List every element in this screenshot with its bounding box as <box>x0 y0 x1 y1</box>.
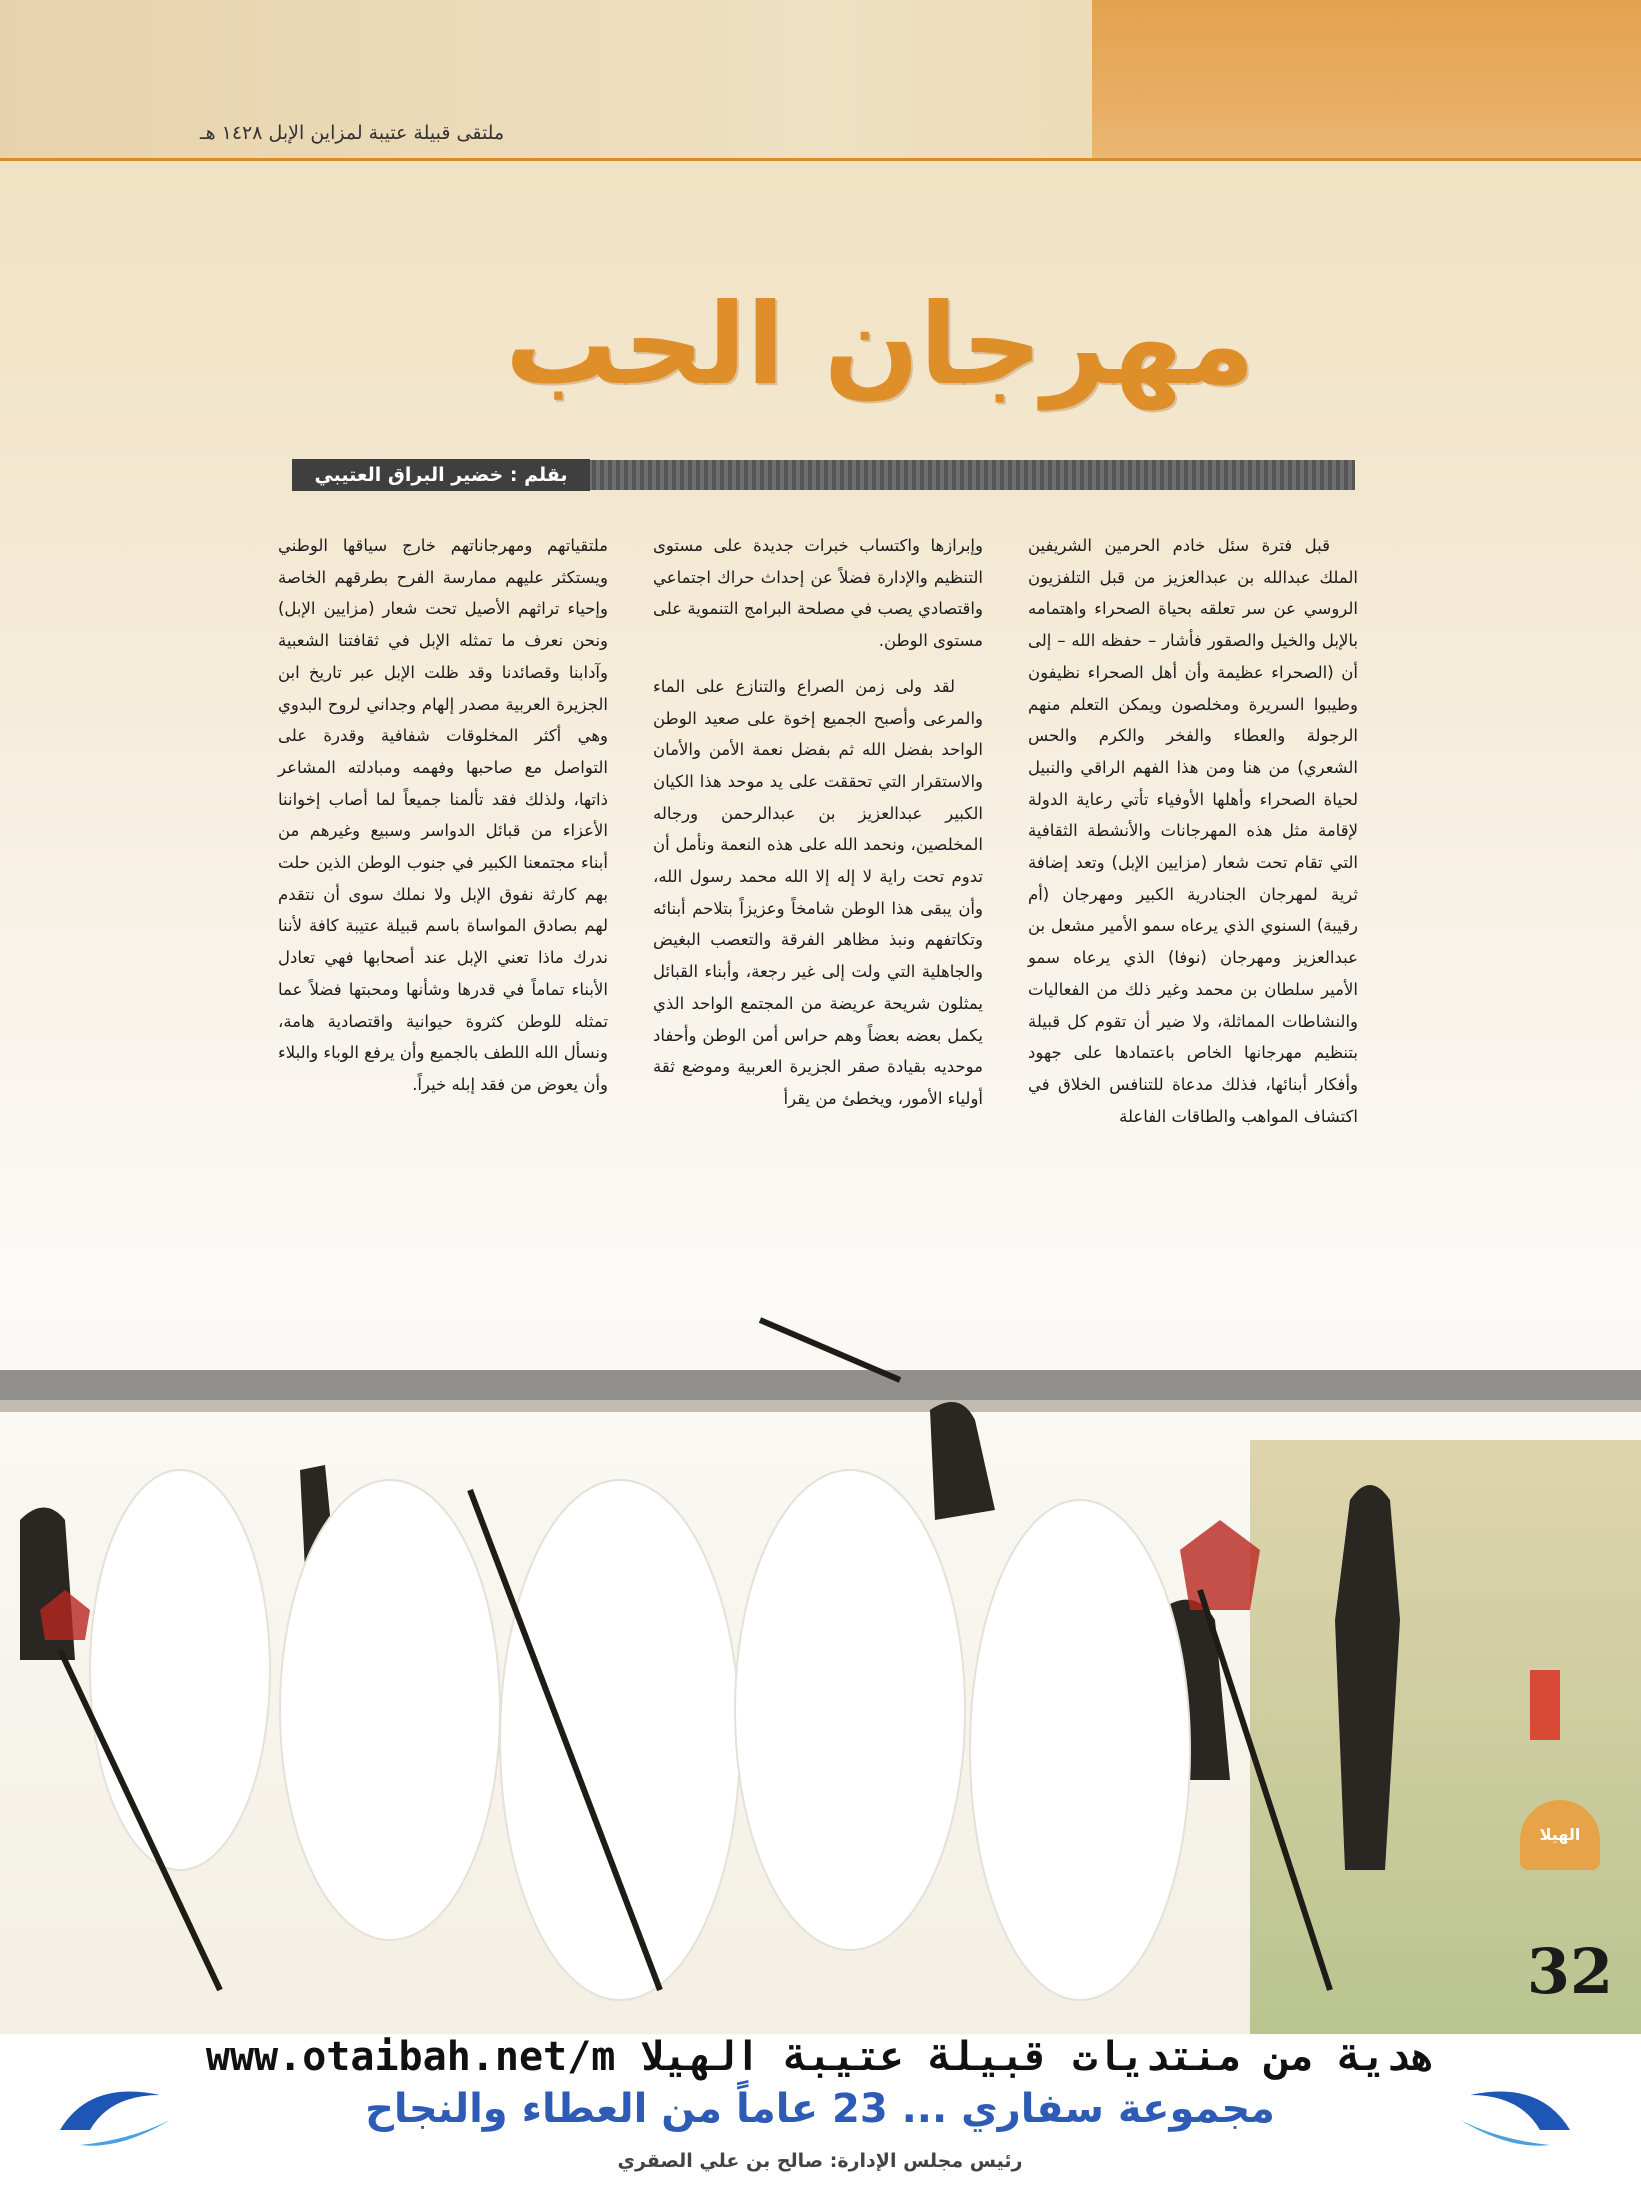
header-accent-block <box>1092 0 1641 160</box>
header-rule <box>0 158 1641 161</box>
article-paragraph: قبل فترة سئل خادم الحرمين الشريفين الملك عبدالله بن عبدالعزيز من قبل التلفزيون الروسي عن سر تعلقه بحياة الصحراء واهتمامه بالإبل والخيل والصقور فأشار – حفظه الله – إلى أن (الصحراء عظيمة وأن أهل الصحراء نظيفون وطيبوا السريرة ومخلصون ويمكن التعلم منهم الرجولة والعطاء والفخر والكرم والحس الشعري) من هنا ومن هذا الفهم الراقي والنبيل لحياة الصحراء وأهلها الأوفياء تأتي رعاية الدولة لإقامة مثل هذه المهرجانات والأنشطة الثقافية التي تقام تحت شعار (مزايين الإبل) وتعد إضافة ثرية لمهرجان الجنادرية الكبير ومهرجان (أم رقيبة) السنوي الذي يرعاه سمو الأمير مشعل بن عبدالعزيز ومهرجان (نوفا) الذي يرعاه سمو الأمير سلطان بن محمد وغير ذلك من الفعاليات والنشاطات المماثلة، ولا ضير أن تقوم كل قبيلة بتنظيم مهرجانها الخاص باعتمادها على جهود وأفكار أبنائها، فذلك مدعاة للتنافس الخلاق في اكتشاف المواهب والطاقات الفاعلة <box>1028 536 1358 1126</box>
article-column-middle <box>653 530 983 1129</box>
festival-crowd-photo <box>0 1290 1641 2034</box>
article-column-right <box>1028 530 1358 1146</box>
article-paragraph: ملتقياتهم ومهرجاناتهم خارج سياقها الوطني ويستكثر عليهم ممارسة الفرح بطرقهم الخاصة وإحياء تراثهم الأصيل تحت شعار (مزايين الإبل) ونحن نعرف ما تمثله الإبل في ثقافتنا الشعبية وآدابنا وقصائدنا وقد ظلت الإبل عبر تاريخ ابن الجزيرة العربية مصدر إلهام وجداني لروح البدوي وهي أكثر المخلوقات شفافية وقدرة على التواصل مع صاحبها وفهمه ومبادلته المشاعر ذاتها، ولذلك فقد تألمنا جميعاً لما أصاب إخواننا الأعزاء من قبائل الدواسر وسبيع وغيرهم من أبناء مجتمعنا الكبير في جنوب الوطن الذين حلت بهم كارثة نفوق الإبل ولا نملك سوى أن نتقدم لهم بصادق المواساة باسم قبيلة عتيبة كافة لأننا ندرك ماذا تعني الإبل عند أصحابها فهي تعادل الأبناء تماماً في قدرها وشأنها ومحبتها فضلاً عما تمثله للوطن كثروة حيوانية واقتصادية هامة، ونسأل الله اللطف بالجميع وأن يرفع الوباء والبلاء وأن يعوض من فقد إبله خيراً. <box>278 536 608 1094</box>
sponsor-swirl-logo-right <box>1450 2060 1580 2160</box>
sponsor-slogan: مجموعة سفاري ... 23 عاماً من العطاء والنجاح <box>365 2086 1275 2132</box>
author-byline: بقلم : خضير البراق العتيبي <box>292 459 590 491</box>
article-paragraph: وإبرازها واكتساب خبرات جديدة على مستوى التنظيم والإدارة فضلاً عن إحداث حراك اجتماعي واقتصادي يصب في مصلحة البرامج التنموية على مستوى الوطن. <box>653 536 983 651</box>
magazine-section-label: ملتقى قبيلة عتيبة لمزاين الإبل ١٤٢٨ هـ <box>200 122 505 144</box>
tribe-logo-badge: الهيلا <box>1520 1800 1600 1870</box>
sponsor-swirl-logo-left <box>50 2060 180 2160</box>
chairman-credit: رئيس مجلس الإدارة: صالح بن علي الصقري <box>617 2150 1023 2172</box>
article-column-left <box>278 530 608 1115</box>
forum-url-line: www.otaibah.net/m هدية من منتديات قبيلة عتيبة الهيلا <box>205 2034 1435 2080</box>
article-title: مهرجان الحب <box>504 280 1256 410</box>
article-paragraph: لقد ولى زمن الصراع والتنازع على الماء والمرعى وأصبح الجميع إخوة على صعيد الوطن الواحد بفضل الله ثم بفضل نعمة الأمن والأمان والاستقرار التي تحققت على يد موحد هذا الكيان الكبير عبدالعزيز بن عبدالرحمن ورجاله المخلصين، ونحمد الله على هذه النعمة ونأمل أن تدوم تحت راية لا إله إلا الله محمد رسول الله، وأن يبقى هذا الوطن شامخاً وعزيزاً بتلاحم أبنائه وتكاتفهم ونبذ مظاهر الفرقة والتعصب البغيض والجاهلية التي ولت إلى غير رجعة، وأبناء القبائل يمثلون شريحة عريضة من المجتمع الواحد الذي يكمل بعضه بعضاً وهم حراس أمن الوطن وأحفاد موحديه بقيادة صقر الجزيرة العربية وموضع ثقة أولياء الأمور، ويخطئ من يقرأ <box>653 676 983 1108</box>
page-number: 32 <box>1526 1935 1614 2008</box>
